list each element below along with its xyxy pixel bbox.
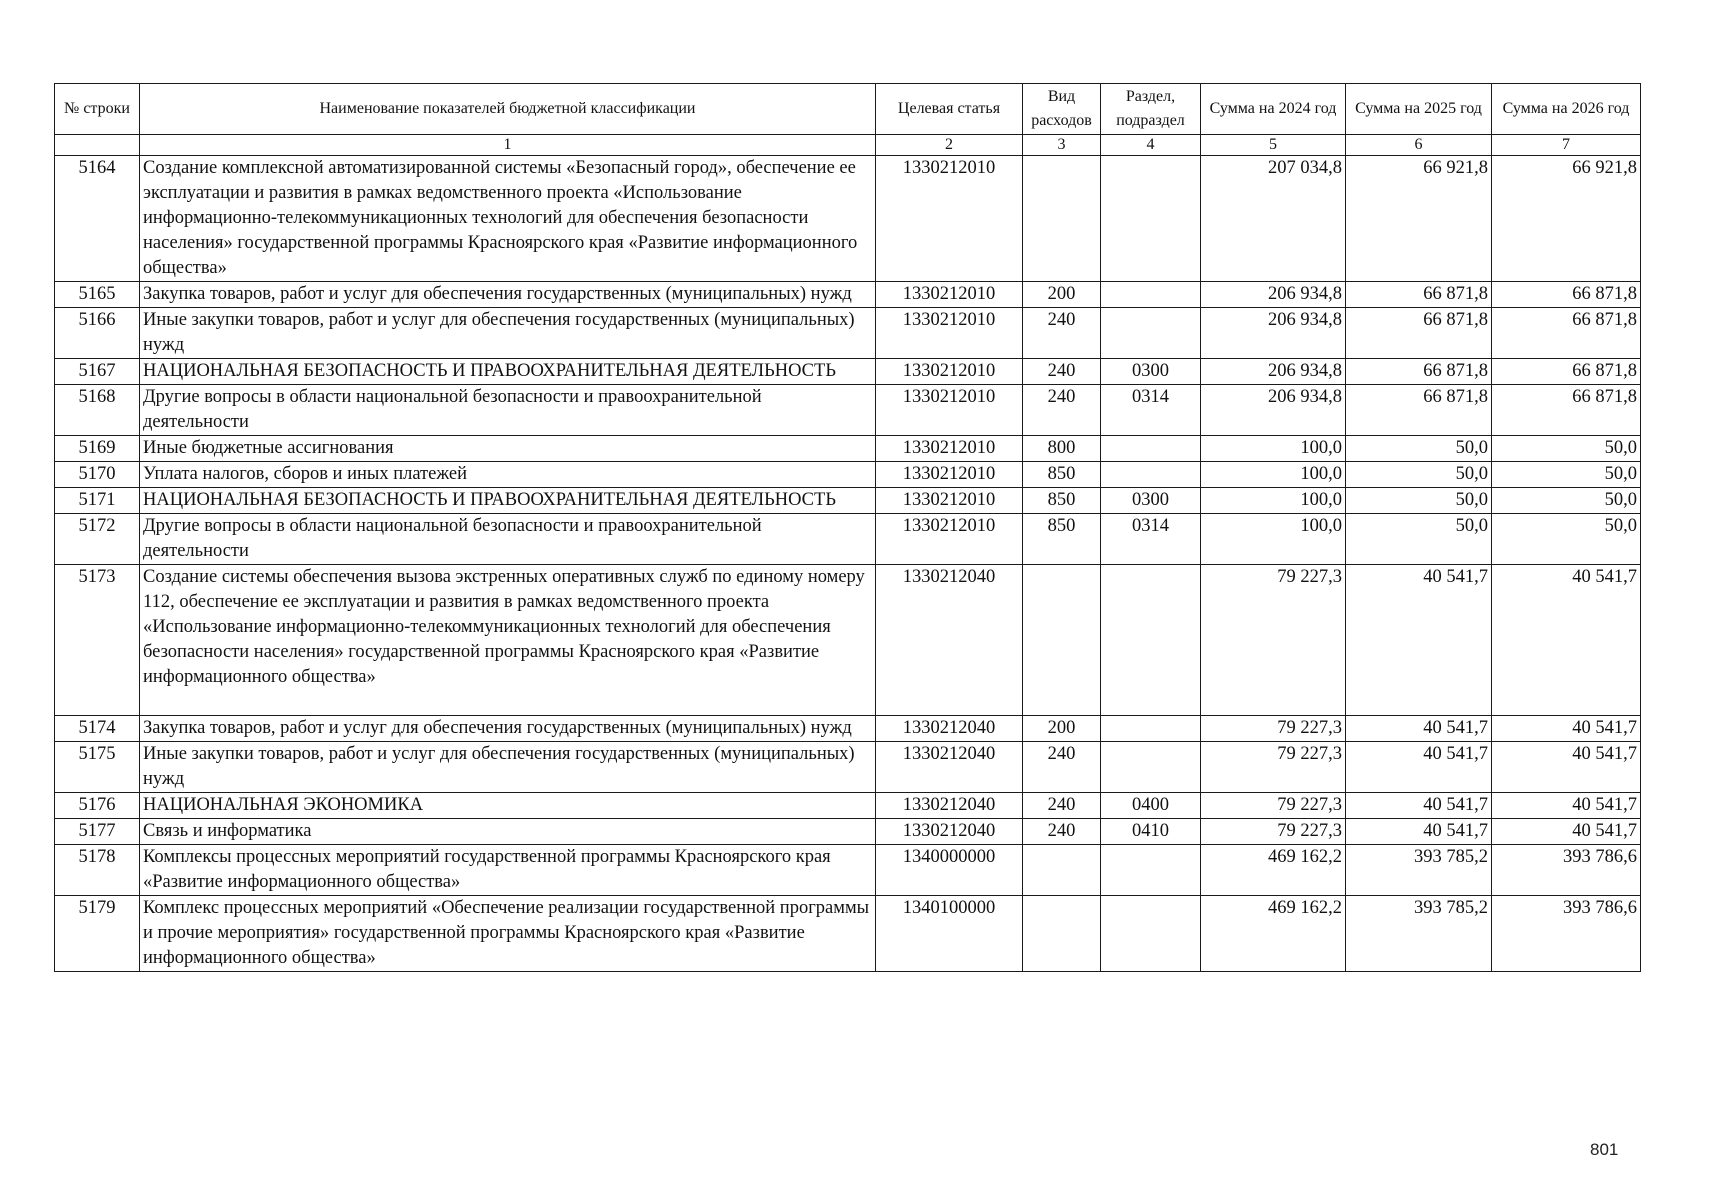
row-section — [1101, 462, 1201, 488]
row-sum-2026: 66 871,8 — [1492, 385, 1641, 436]
table-row — [55, 488, 1641, 514]
row-target-article: 1330212010 — [876, 282, 1023, 308]
row-section: 0314 — [1101, 514, 1201, 565]
row-sum-2026: 40 541,7 — [1492, 565, 1641, 716]
row-sum-2024: 79 227,3 — [1201, 742, 1346, 793]
header-row-number: № строки — [55, 84, 140, 135]
row-expense-type: 200 — [1023, 282, 1101, 308]
row-name: Создание системы обеспечения вызова экстренных оперативных служб по единому номеру 112, обеспечение ее эксплуатации и развития в рамках ведомственного проекта «Использование информационно-телекоммуникационных технологий для обеспечения безопасности населения» государственной программы Красноярского края «Развитие информационного общества» — [140, 565, 876, 716]
row-sum-2024: 79 227,3 — [1201, 819, 1346, 845]
row-sum-2026: 50,0 — [1492, 514, 1641, 565]
table-row — [55, 742, 1641, 793]
row-target-article: 1330212040 — [876, 742, 1023, 793]
row-sum-2024: 79 227,3 — [1201, 793, 1346, 819]
table-row — [55, 716, 1641, 742]
row-number: 5174 — [55, 716, 140, 742]
row-sum-2024: 469 162,2 — [1201, 896, 1346, 972]
table-row — [55, 565, 1641, 716]
row-sum-2026: 40 541,7 — [1492, 716, 1641, 742]
row-expense-type — [1023, 845, 1101, 896]
row-sum-2026: 40 541,7 — [1492, 793, 1641, 819]
row-target-article: 1330212010 — [876, 488, 1023, 514]
row-target-article: 1330212010 — [876, 385, 1023, 436]
row-section — [1101, 565, 1201, 716]
row-name: Иные закупки товаров, работ и услуг для обеспечения государственных (муниципальных) нужд — [140, 308, 876, 359]
row-number: 5176 — [55, 793, 140, 819]
row-name: Другие вопросы в области национальной безопасности и правоохранительной деятельности — [140, 514, 876, 565]
column-number: 2 — [876, 135, 1023, 156]
row-sum-2026: 50,0 — [1492, 462, 1641, 488]
header-sum-2026: Сумма на 2026 год — [1492, 84, 1641, 135]
row-sum-2024: 206 934,8 — [1201, 359, 1346, 385]
table-row — [55, 462, 1641, 488]
header-target-article: Целевая статья — [876, 84, 1023, 135]
row-number: 5166 — [55, 308, 140, 359]
row-sum-2025: 50,0 — [1346, 488, 1492, 514]
row-sum-2024: 206 934,8 — [1201, 282, 1346, 308]
table-row — [55, 385, 1641, 436]
row-name: Закупка товаров, работ и услуг для обеспечения государственных (муниципальных) нужд — [140, 282, 876, 308]
row-sum-2024: 100,0 — [1201, 514, 1346, 565]
row-sum-2025: 50,0 — [1346, 514, 1492, 565]
row-target-article: 1330212010 — [876, 462, 1023, 488]
row-sum-2026: 66 921,8 — [1492, 156, 1641, 282]
row-expense-type: 240 — [1023, 359, 1101, 385]
row-sum-2025: 50,0 — [1346, 436, 1492, 462]
row-name: НАЦИОНАЛЬНАЯ БЕЗОПАСНОСТЬ И ПРАВООХРАНИТЕЛЬНАЯ ДЕЯТЕЛЬНОСТЬ — [140, 488, 876, 514]
row-sum-2025: 40 541,7 — [1346, 819, 1492, 845]
row-section — [1101, 282, 1201, 308]
header-sum-2025: Сумма на 2025 год — [1346, 84, 1492, 135]
row-sum-2025: 66 871,8 — [1346, 385, 1492, 436]
row-sum-2025: 66 871,8 — [1346, 282, 1492, 308]
row-expense-type: 240 — [1023, 793, 1101, 819]
row-sum-2025: 40 541,7 — [1346, 716, 1492, 742]
row-number: 5164 — [55, 156, 140, 282]
row-sum-2024: 207 034,8 — [1201, 156, 1346, 282]
row-sum-2024: 100,0 — [1201, 488, 1346, 514]
row-sum-2025: 50,0 — [1346, 462, 1492, 488]
row-expense-type: 200 — [1023, 716, 1101, 742]
column-number: 7 — [1492, 135, 1641, 156]
table-row — [55, 819, 1641, 845]
row-sum-2026: 393 786,6 — [1492, 896, 1641, 972]
column-number: 4 — [1101, 135, 1201, 156]
row-name: Другие вопросы в области национальной безопасности и правоохранительной деятельности — [140, 385, 876, 436]
row-expense-type: 850 — [1023, 462, 1101, 488]
row-expense-type: 800 — [1023, 436, 1101, 462]
column-number: 6 — [1346, 135, 1492, 156]
row-sum-2025: 66 871,8 — [1346, 359, 1492, 385]
row-target-article: 1330212010 — [876, 308, 1023, 359]
row-expense-type — [1023, 896, 1101, 972]
row-section — [1101, 436, 1201, 462]
row-sum-2026: 66 871,8 — [1492, 282, 1641, 308]
row-number: 5168 — [55, 385, 140, 436]
row-number: 5173 — [55, 565, 140, 716]
row-sum-2025: 40 541,7 — [1346, 742, 1492, 793]
row-target-article: 1340000000 — [876, 845, 1023, 896]
row-name: Связь и информатика — [140, 819, 876, 845]
row-sum-2024: 79 227,3 — [1201, 565, 1346, 716]
row-number: 5179 — [55, 896, 140, 972]
row-number: 5169 — [55, 436, 140, 462]
row-section: 0410 — [1101, 819, 1201, 845]
row-sum-2026: 40 541,7 — [1492, 742, 1641, 793]
row-number: 5171 — [55, 488, 140, 514]
page-number: 801 — [1590, 1140, 1619, 1159]
row-name: Закупка товаров, работ и услуг для обеспечения государственных (муниципальных) нужд — [140, 716, 876, 742]
row-target-article: 1330212040 — [876, 819, 1023, 845]
row-section: 0314 — [1101, 385, 1201, 436]
row-section — [1101, 308, 1201, 359]
table-row — [55, 359, 1641, 385]
column-number: 5 — [1201, 135, 1346, 156]
header-expense-type: Вид расходов — [1023, 84, 1101, 135]
row-section — [1101, 742, 1201, 793]
table-row — [55, 436, 1641, 462]
table-row — [55, 793, 1641, 819]
table-row — [55, 845, 1641, 896]
column-number: 3 — [1023, 135, 1101, 156]
row-name: Создание комплексной автоматизированной системы «Безопасный город», обеспечение ее эксплуатации и развития в рамках ведомственного проекта «Использование информационно-телекоммуникационных технологий для обеспечения безопасности населения» государственной программы Красноярского края «Развитие информационного общества» — [140, 156, 876, 282]
header-section: Раздел, подраздел — [1101, 84, 1201, 135]
row-sum-2024: 469 162,2 — [1201, 845, 1346, 896]
row-name: Комплексы процессных мероприятий государственной программы Красноярского края «Развитие информационного общества» — [140, 845, 876, 896]
row-target-article: 1330212010 — [876, 514, 1023, 565]
row-sum-2025: 40 541,7 — [1346, 793, 1492, 819]
row-section: 0400 — [1101, 793, 1201, 819]
row-target-article: 1330212040 — [876, 716, 1023, 742]
row-expense-type: 240 — [1023, 742, 1101, 793]
row-target-article: 1330212010 — [876, 156, 1023, 282]
row-sum-2026: 66 871,8 — [1492, 308, 1641, 359]
table-row — [55, 514, 1641, 565]
row-section — [1101, 156, 1201, 282]
row-number: 5165 — [55, 282, 140, 308]
row-section — [1101, 845, 1201, 896]
row-expense-type — [1023, 565, 1101, 716]
row-target-article: 1330212010 — [876, 359, 1023, 385]
table-row — [55, 896, 1641, 972]
row-sum-2025: 393 785,2 — [1346, 896, 1492, 972]
row-number: 5178 — [55, 845, 140, 896]
row-sum-2025: 66 921,8 — [1346, 156, 1492, 282]
row-section — [1101, 716, 1201, 742]
row-target-article: 1330212040 — [876, 793, 1023, 819]
row-section: 0300 — [1101, 359, 1201, 385]
row-expense-type: 240 — [1023, 385, 1101, 436]
row-expense-type: 240 — [1023, 819, 1101, 845]
row-number: 5172 — [55, 514, 140, 565]
row-expense-type: 240 — [1023, 308, 1101, 359]
row-number: 5170 — [55, 462, 140, 488]
row-sum-2024: 206 934,8 — [1201, 385, 1346, 436]
row-sum-2024: 100,0 — [1201, 436, 1346, 462]
row-sum-2026: 40 541,7 — [1492, 819, 1641, 845]
row-sum-2026: 393 786,6 — [1492, 845, 1641, 896]
row-number: 5175 — [55, 742, 140, 793]
row-sum-2025: 393 785,2 — [1346, 845, 1492, 896]
row-name: НАЦИОНАЛЬНАЯ ЭКОНОМИКА — [140, 793, 876, 819]
table-row — [55, 156, 1641, 282]
row-sum-2024: 206 934,8 — [1201, 308, 1346, 359]
row-name: Уплата налогов, сборов и иных платежей — [140, 462, 876, 488]
header-sum-2024: Сумма на 2024 год — [1201, 84, 1346, 135]
row-target-article: 1330212010 — [876, 436, 1023, 462]
column-number: 1 — [140, 135, 876, 156]
column-number-row — [55, 135, 1641, 156]
row-expense-type — [1023, 156, 1101, 282]
row-expense-type: 850 — [1023, 514, 1101, 565]
row-number: 5177 — [55, 819, 140, 845]
row-sum-2025: 40 541,7 — [1346, 565, 1492, 716]
header-name: Наименование показателей бюджетной классификации — [140, 84, 876, 135]
column-number — [55, 135, 140, 156]
row-number: 5167 — [55, 359, 140, 385]
row-section — [1101, 896, 1201, 972]
row-name: НАЦИОНАЛЬНАЯ БЕЗОПАСНОСТЬ И ПРАВООХРАНИТЕЛЬНАЯ ДЕЯТЕЛЬНОСТЬ — [140, 359, 876, 385]
table-header-row — [55, 84, 1641, 135]
row-sum-2026: 66 871,8 — [1492, 359, 1641, 385]
row-sum-2026: 50,0 — [1492, 436, 1641, 462]
table-row — [55, 308, 1641, 359]
row-expense-type: 850 — [1023, 488, 1101, 514]
row-section: 0300 — [1101, 488, 1201, 514]
row-name: Комплекс процессных мероприятий «Обеспечение реализации государственной программы и прочие мероприятия» государственной программы Красноярского края «Развитие информационного общества» — [140, 896, 876, 972]
row-sum-2024: 100,0 — [1201, 462, 1346, 488]
table-row — [55, 282, 1641, 308]
row-sum-2026: 50,0 — [1492, 488, 1641, 514]
row-name: Иные бюджетные ассигнования — [140, 436, 876, 462]
row-target-article: 1340100000 — [876, 896, 1023, 972]
budget-table — [54, 83, 1641, 972]
row-sum-2025: 66 871,8 — [1346, 308, 1492, 359]
row-sum-2024: 79 227,3 — [1201, 716, 1346, 742]
row-name: Иные закупки товаров, работ и услуг для обеспечения государственных (муниципальных) нужд — [140, 742, 876, 793]
row-target-article: 1330212040 — [876, 565, 1023, 716]
